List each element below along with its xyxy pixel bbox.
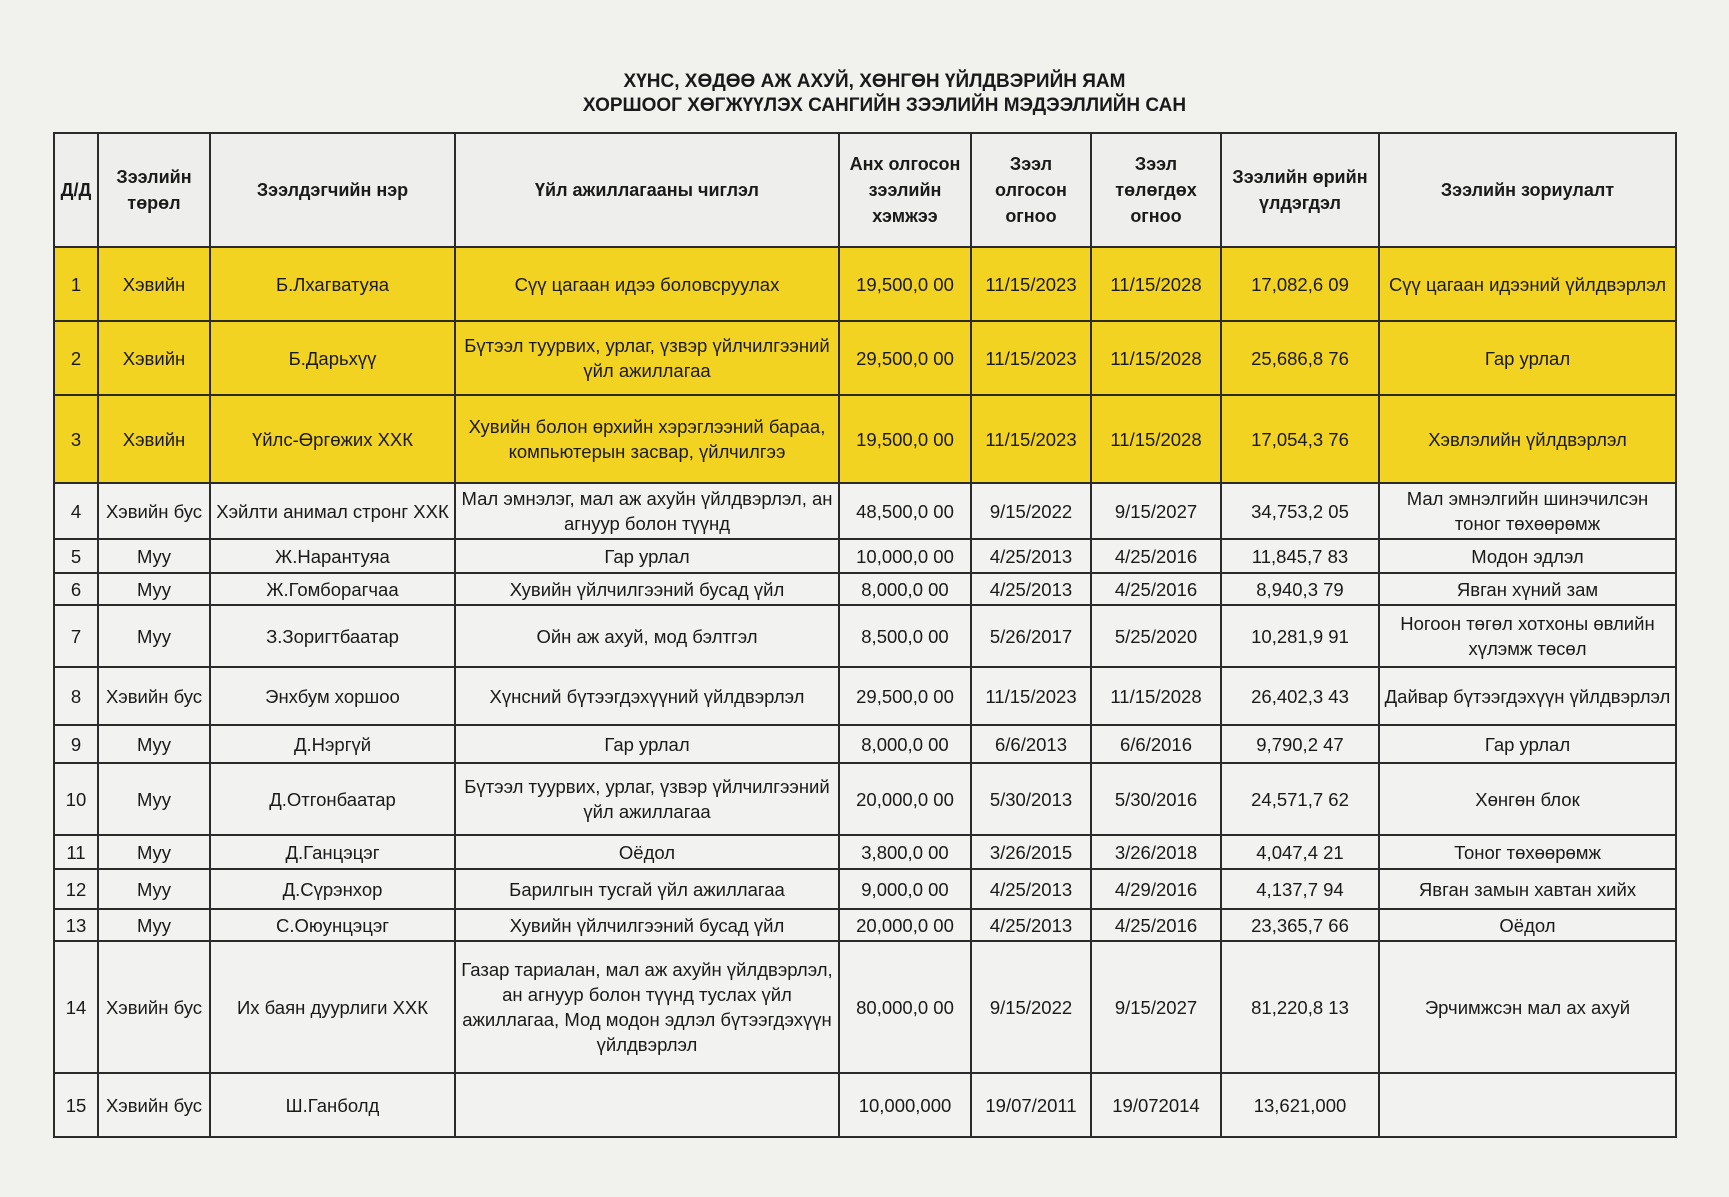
cell-activity: Хувийн үйлчилгээний бусад үйл — [455, 909, 839, 941]
cell-idx: 5 — [54, 539, 98, 573]
cell-purpose: Эрчимжсэн мал ах ахуй — [1379, 941, 1676, 1073]
cell-activity: Гар урлал — [455, 539, 839, 573]
cell-repay-date: 4/25/2016 — [1091, 573, 1221, 605]
cell-repay-date: 5/25/2020 — [1091, 605, 1221, 667]
loan-table — [53, 132, 1677, 1138]
cell-initial-amount: 8,500,0 00 — [839, 605, 971, 667]
cell-issue-date: 9/15/2022 — [971, 941, 1091, 1073]
cell-loan-type: Муу — [98, 605, 210, 667]
cell-borrower: Д.Сүрэнхор — [210, 869, 455, 909]
cell-issue-date: 19/07/2011 — [971, 1073, 1091, 1137]
table-row — [54, 539, 1676, 573]
table-row — [54, 605, 1676, 667]
table-row — [54, 321, 1676, 395]
cell-loan-type: Муу — [98, 573, 210, 605]
cell-initial-amount: 20,000,0 00 — [839, 909, 971, 941]
cell-balance: 25,686,8 76 — [1221, 321, 1379, 395]
cell-borrower: Д.Отгонбаатар — [210, 763, 455, 835]
cell-loan-type: Муу — [98, 869, 210, 909]
cell-initial-amount: 29,500,0 00 — [839, 321, 971, 395]
cell-idx: 2 — [54, 321, 98, 395]
cell-borrower: Ж.Нарантуяа — [210, 539, 455, 573]
cell-purpose: Явган замын хавтан хийх — [1379, 869, 1676, 909]
cell-balance: 8,940,3 79 — [1221, 573, 1379, 605]
cell-initial-amount: 3,800,0 00 — [839, 835, 971, 869]
cell-repay-date: 4/25/2016 — [1091, 539, 1221, 573]
col-header-balance: Зээлийн өрийн үлдэгдэл — [1221, 133, 1379, 247]
cell-activity: Барилгын тусгай үйл ажиллагаа — [455, 869, 839, 909]
cell-issue-date: 4/25/2013 — [971, 869, 1091, 909]
cell-balance: 24,571,7 62 — [1221, 763, 1379, 835]
cell-initial-amount: 20,000,0 00 — [839, 763, 971, 835]
table-row — [54, 1073, 1676, 1137]
table-row — [54, 395, 1676, 483]
cell-borrower: Б.Лхагватуяа — [210, 247, 455, 321]
cell-initial-amount: 48,500,0 00 — [839, 483, 971, 539]
cell-balance: 17,054,3 76 — [1221, 395, 1379, 483]
table-row — [54, 725, 1676, 763]
col-header-loan-type: Зээлийн төрөл — [98, 133, 210, 247]
table-row — [54, 941, 1676, 1073]
cell-initial-amount: 8,000,0 00 — [839, 573, 971, 605]
cell-issue-date: 4/25/2013 — [971, 573, 1091, 605]
cell-idx: 13 — [54, 909, 98, 941]
cell-issue-date: 11/15/2023 — [971, 321, 1091, 395]
cell-idx: 4 — [54, 483, 98, 539]
cell-balance: 9,790,2 47 — [1221, 725, 1379, 763]
cell-purpose: Явган хүний зам — [1379, 573, 1676, 605]
cell-activity: Гар урлал — [455, 725, 839, 763]
cell-repay-date: 4/25/2016 — [1091, 909, 1221, 941]
col-header-idx: Д/Д — [54, 133, 98, 247]
table-row — [54, 667, 1676, 725]
cell-initial-amount: 80,000,0 00 — [839, 941, 971, 1073]
cell-purpose: Хэвлэлийн үйлдвэрлэл — [1379, 395, 1676, 483]
cell-borrower: Ш.Ганболд — [210, 1073, 455, 1137]
cell-idx: 8 — [54, 667, 98, 725]
col-header-initial-amount: Анх олгосон зээлийн хэмжээ — [839, 133, 971, 247]
cell-purpose: Хөнгөн блок — [1379, 763, 1676, 835]
database-title: ХОРШООГ ХӨГЖҮҮЛЭХ САНГИЙН ЗЭЭЛИЙН МЭДЭЭЛЛИЙН САН — [582, 95, 1187, 116]
cell-borrower: З.Зоригтбаатар — [210, 605, 455, 667]
cell-balance: 17,082,6 09 — [1221, 247, 1379, 321]
cell-loan-type: Хэвийн бус — [98, 483, 210, 539]
cell-activity: Бүтээл туурвих, урлаг, үзвэр үйлчилгээний үйл ажиллагаа — [455, 763, 839, 835]
cell-idx: 14 — [54, 941, 98, 1073]
cell-purpose: Гар урлал — [1379, 321, 1676, 395]
cell-balance: 10,281,9 91 — [1221, 605, 1379, 667]
table-row — [54, 909, 1676, 941]
cell-idx: 1 — [54, 247, 98, 321]
col-header-issue-date: Зээл олгосон огноо — [971, 133, 1091, 247]
cell-repay-date: 11/15/2028 — [1091, 395, 1221, 483]
table-row — [54, 573, 1676, 605]
cell-issue-date: 11/15/2023 — [971, 395, 1091, 483]
cell-repay-date: 5/30/2016 — [1091, 763, 1221, 835]
cell-loan-type: Хэвийн бус — [98, 667, 210, 725]
cell-issue-date: 11/15/2023 — [971, 667, 1091, 725]
cell-repay-date: 11/15/2028 — [1091, 321, 1221, 395]
cell-activity: Ойн аж ахуй, мод бэлтгэл — [455, 605, 839, 667]
cell-purpose: Сүү цагаан идээний үйлдвэрлэл — [1379, 247, 1676, 321]
cell-repay-date: 11/15/2028 — [1091, 247, 1221, 321]
cell-repay-date: 9/15/2027 — [1091, 483, 1221, 539]
col-header-borrower: Зээлдэгчийн нэр — [210, 133, 455, 247]
cell-balance: 4,137,7 94 — [1221, 869, 1379, 909]
cell-initial-amount: 19,500,0 00 — [839, 395, 971, 483]
cell-repay-date: 3/26/2018 — [1091, 835, 1221, 869]
cell-initial-amount: 29,500,0 00 — [839, 667, 971, 725]
cell-balance: 13,621,000 — [1221, 1073, 1379, 1137]
cell-borrower: Энхбум хоршоо — [210, 667, 455, 725]
cell-borrower: Үйлс-Өргөжих ХХК — [210, 395, 455, 483]
cell-activity: Оёдол — [455, 835, 839, 869]
cell-idx: 12 — [54, 869, 98, 909]
cell-activity: Хувийн болон өрхийн хэрэглээний бараа, компьютерын засвар, үйлчилгээ — [455, 395, 839, 483]
cell-loan-type: Муу — [98, 725, 210, 763]
cell-borrower: С.Оюунцэцэг — [210, 909, 455, 941]
cell-activity: Газар тариалан, мал аж ахуйн үйлдвэрлэл, ан агнуур болон түүнд туслах үйл ажиллагаа, Мод модон эдлэл бүтээгдэхүүн үйлдвэрлэл — [455, 941, 839, 1073]
cell-issue-date: 4/25/2013 — [971, 909, 1091, 941]
col-header-repay-date: Зээл төлөгдөх огноо — [1091, 133, 1221, 247]
cell-activity: Хувийн үйлчилгээний бусад үйл — [455, 573, 839, 605]
cell-idx: 10 — [54, 763, 98, 835]
cell-issue-date: 11/15/2023 — [971, 247, 1091, 321]
cell-activity: Бүтээл туурвих, урлаг, үзвэр үйлчилгээний үйл ажиллагаа — [455, 321, 839, 395]
cell-initial-amount: 10,000,000 — [839, 1073, 971, 1137]
cell-loan-type: Хэвийн — [98, 321, 210, 395]
cell-loan-type: Хэвийн бус — [98, 1073, 210, 1137]
col-header-activity: Үйл ажиллагааны чиглэл — [455, 133, 839, 247]
cell-activity — [455, 1073, 839, 1137]
cell-borrower: Д.Нэргүй — [210, 725, 455, 763]
cell-repay-date: 9/15/2027 — [1091, 941, 1221, 1073]
cell-purpose: Тоног төхөөрөмж — [1379, 835, 1676, 869]
cell-loan-type: Муу — [98, 909, 210, 941]
cell-idx: 7 — [54, 605, 98, 667]
cell-activity: Сүү цагаан идээ боловсруулах — [455, 247, 839, 321]
cell-idx: 9 — [54, 725, 98, 763]
cell-loan-type: Муу — [98, 835, 210, 869]
cell-idx: 11 — [54, 835, 98, 869]
cell-repay-date: 11/15/2028 — [1091, 667, 1221, 725]
cell-issue-date: 4/25/2013 — [971, 539, 1091, 573]
table-row — [54, 835, 1676, 869]
cell-purpose: Гар урлал — [1379, 725, 1676, 763]
cell-balance: 4,047,4 21 — [1221, 835, 1379, 869]
cell-borrower: Ж.Гомборагчаа — [210, 573, 455, 605]
cell-repay-date: 4/29/2016 — [1091, 869, 1221, 909]
cell-purpose: Модон эдлэл — [1379, 539, 1676, 573]
cell-loan-type: Муу — [98, 539, 210, 573]
cell-purpose: Ногоон төгөл хотхоны өвлийн хүлэмж төсөл — [1379, 605, 1676, 667]
cell-balance: 34,753,2 05 — [1221, 483, 1379, 539]
table-row — [54, 483, 1676, 539]
cell-idx: 15 — [54, 1073, 98, 1137]
cell-issue-date: 3/26/2015 — [971, 835, 1091, 869]
cell-repay-date: 19/072014 — [1091, 1073, 1221, 1137]
cell-borrower: Хэйлти анимал стронг ХХК — [210, 483, 455, 539]
cell-activity: Хүнсний бүтээгдэхүүний үйлдвэрлэл — [455, 667, 839, 725]
cell-repay-date: 6/6/2016 — [1091, 725, 1221, 763]
cell-initial-amount: 9,000,0 00 — [839, 869, 971, 909]
col-header-purpose: Зээлийн зориулалт — [1379, 133, 1676, 247]
cell-issue-date: 6/6/2013 — [971, 725, 1091, 763]
cell-borrower: Б.Дарьхүү — [210, 321, 455, 395]
cell-borrower: Д.Ганцэцэг — [210, 835, 455, 869]
cell-purpose: Оёдол — [1379, 909, 1676, 941]
cell-purpose: Мал эмнэлгийн шинэчилсэн тоног төхөөрөмж — [1379, 483, 1676, 539]
cell-initial-amount: 10,000,0 00 — [839, 539, 971, 573]
cell-issue-date: 9/15/2022 — [971, 483, 1091, 539]
cell-initial-amount: 19,500,0 00 — [839, 247, 971, 321]
cell-loan-type: Муу — [98, 763, 210, 835]
table-row — [54, 869, 1676, 909]
cell-loan-type: Хэвийн — [98, 247, 210, 321]
cell-loan-type: Хэвийн бус — [98, 941, 210, 1073]
cell-idx: 3 — [54, 395, 98, 483]
document-header — [0, 70, 1729, 118]
table-row — [54, 763, 1676, 835]
cell-balance: 81,220,8 13 — [1221, 941, 1379, 1073]
cell-borrower: Их баян дуурлиги ХХК — [210, 941, 455, 1073]
cell-purpose: Дайвар бүтээгдэхүүн үйлдвэрлэл — [1379, 667, 1676, 725]
table-header-row — [54, 133, 1676, 247]
cell-issue-date: 5/30/2013 — [971, 763, 1091, 835]
cell-balance: 11,845,7 83 — [1221, 539, 1379, 573]
cell-balance: 23,365,7 66 — [1221, 909, 1379, 941]
cell-purpose — [1379, 1073, 1676, 1137]
cell-initial-amount: 8,000,0 00 — [839, 725, 971, 763]
cell-activity: Мал эмнэлэг, мал аж ахуйн үйлдвэрлэл, ан агнуур болон түүнд — [455, 483, 839, 539]
ministry-title: ХҮНС, ХӨДӨӨ АЖ АХУЙ, ХӨНГӨН ҮЙЛДВЭРИЙН ЯАМ — [623, 71, 1126, 92]
cell-balance: 26,402,3 43 — [1221, 667, 1379, 725]
cell-idx: 6 — [54, 573, 98, 605]
table-row — [54, 247, 1676, 321]
cell-loan-type: Хэвийн — [98, 395, 210, 483]
cell-issue-date: 5/26/2017 — [971, 605, 1091, 667]
